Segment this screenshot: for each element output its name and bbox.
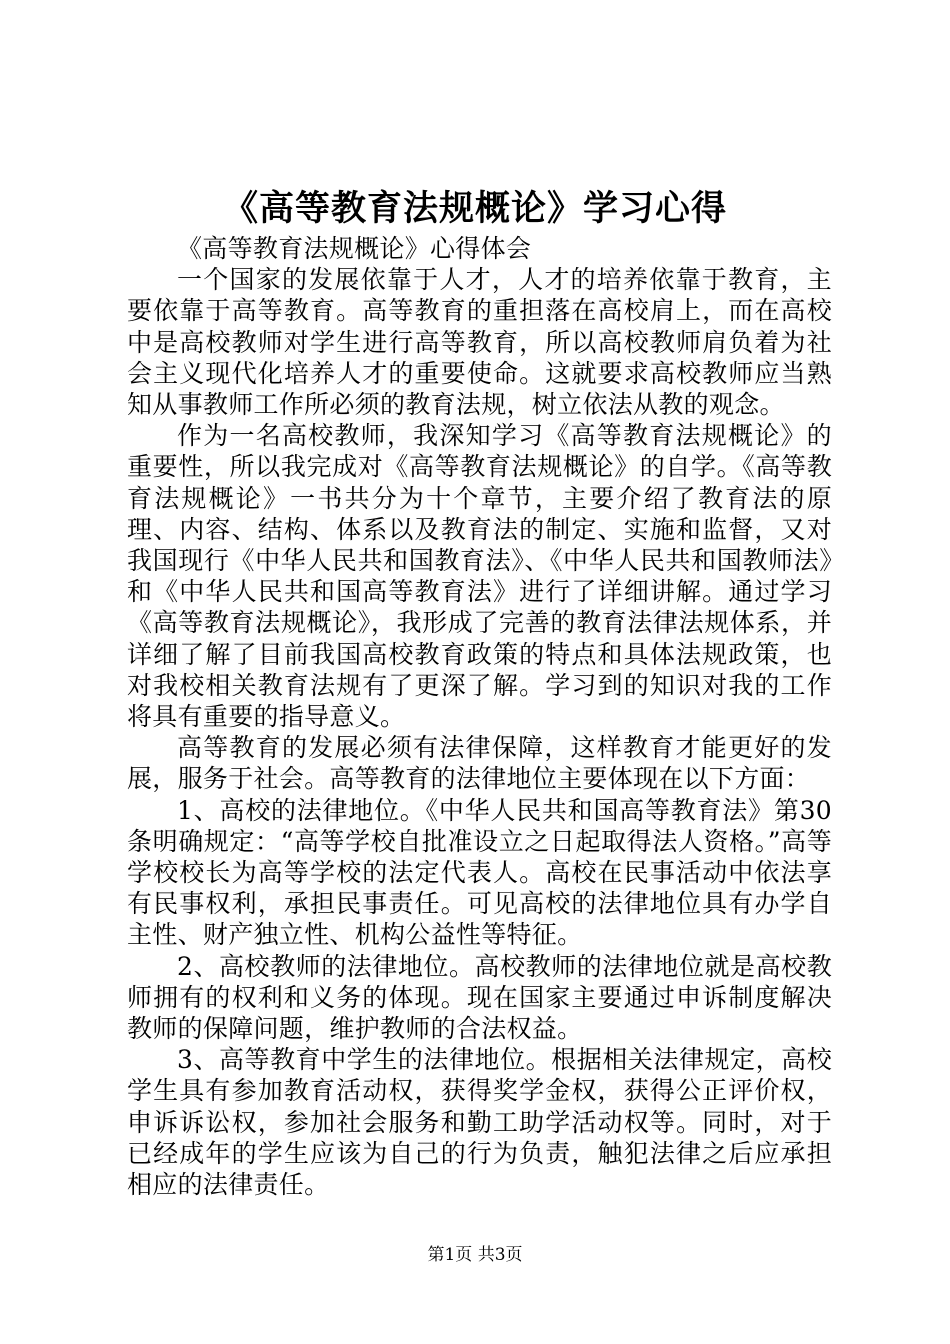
paragraph-4: 1、高校的法律地位。《中华人民共和国高等教育法》第30条明确规定：“高等学校自批准设立之日起取得法人资格。”高等学校校长为高等学校的法定代表人。高校在民事活动中依法享有民事权利，承担民事责任。可见高校的法律地位具有办学自主性、财产独立性、机构公益性等特征。 (127, 795, 832, 950)
paragraph-3: 高等教育的发展必须有法律保障，这样教育才能更好的发展，服务于社会。高等教育的法律地位主要体现在以下方面： (127, 733, 832, 794)
document-title: 《高等教育法规概论》学习心得 (222, 188, 727, 229)
document-subtitle: 《高等教育法规概论》心得体会 (177, 234, 532, 263)
paragraph-2: 作为一名高校教师，我深知学习《高等教育法规概论》的重要性，所以我完成对《高等教育法规概论》的自学。《高等教育法规概论》一书共分为十个章节，主要介绍了教育法的原理、内容、结构、体系以及教育法的制定、实施和监督，又对我国现行《中华人民共和国教育法》、《中华人民共和国教师法》和《中华人民共和国高等教育法》进行了详细讲解。通过学习《高等教育法规概论》，我形成了完善的教育法律法规体系，并详细了解了目前我国高校教育政策的特点和具体法规政策，也对我校相关教育法规有了更深了解。学习到的知识对我的工作将具有重要的指导意义。 (127, 421, 832, 732)
paragraph-1: 一个国家的发展依靠于人才，人才的培养依靠于教育，主要依靠于高等教育。高等教育的重担落在高校肩上，而在高校中是高校教师对学生进行高等教育，所以高校教师肩负着为社会主义现代化培养人才的重要使命。这就要求高校教师应当熟知从事教师工作所必须的教育法规，树立依法从教的观念。 (127, 265, 832, 420)
paragraph-5: 2、高校教师的法律地位。高校教师的法律地位就是高校教师拥有的权利和义务的体现。现在国家主要通过申诉制度解决教师的保障问题，维护教师的合法权益。 (127, 951, 832, 1044)
paragraph-6: 3、高等教育中学生的法律地位。根据相关法律规定，高校学生具有参加教育活动权，获得奖学金权，获得公正评价权，申诉诉讼权，参加社会服务和勤工助学活动权等。同时，对于已经成年的学生应该为自己的行为负责，触犯法律之后应承担相应的法律责任。 (127, 1045, 832, 1200)
document-body (127, 233, 832, 1200)
page-footer: 第1页 共3页 (427, 1245, 523, 1265)
